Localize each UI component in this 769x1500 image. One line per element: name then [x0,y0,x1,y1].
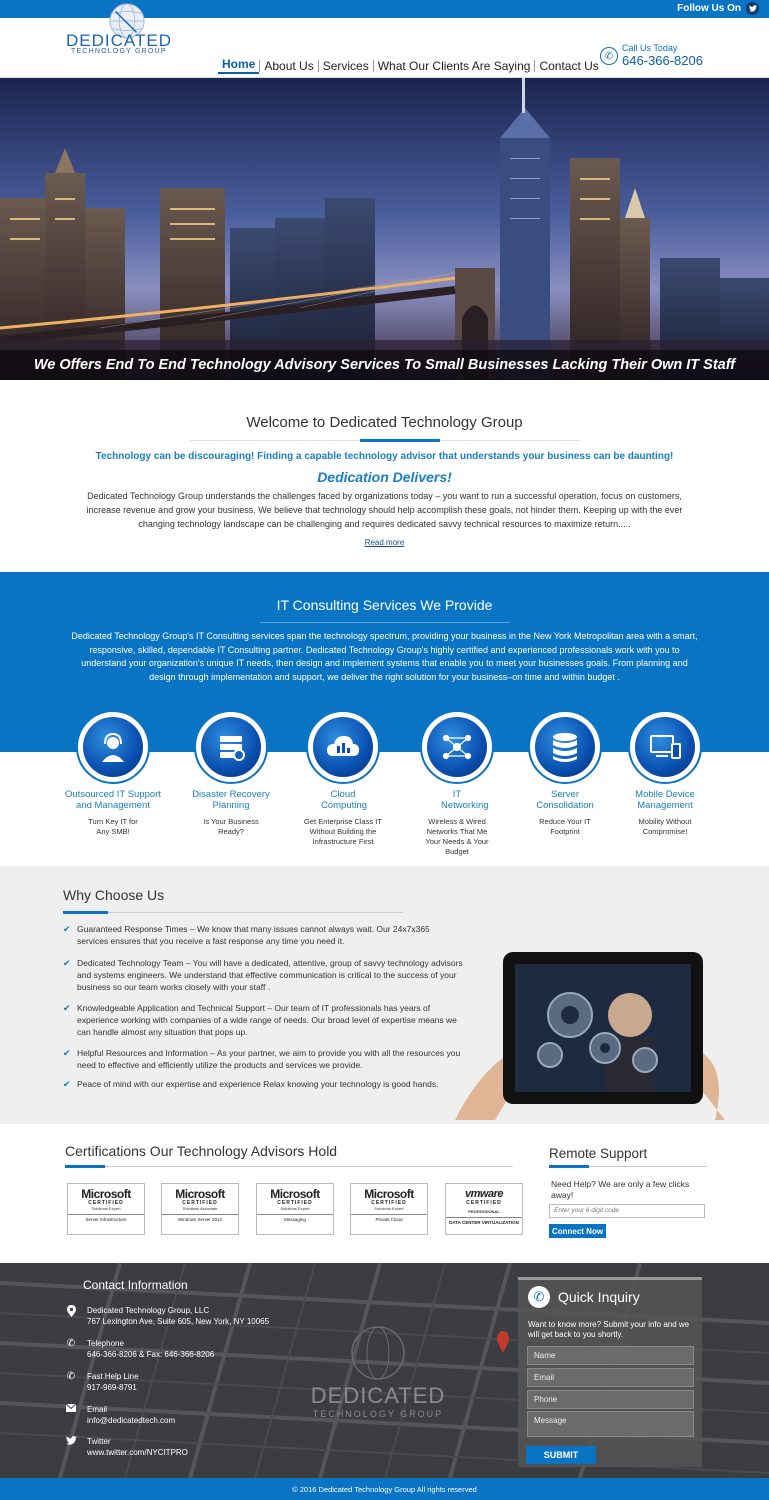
check-icon: ✔ [63,1048,71,1058]
email-icon [66,1404,76,1426]
service-it-networking[interactable] [407,710,507,857]
check-icon: ✔ [63,958,71,968]
phone-field[interactable]: Phone [527,1390,694,1409]
remote-support-text: Need Help? We are only a few clicks away! [551,1179,690,1200]
why-item-text: Knowledgeable Application and Technical Support – Our team of IT professionals has years of experience working with companies of a wide range of needs. Our broad level of expertise means we can handle almost any situation that pops up. [77,1003,457,1037]
service-cloud-computing[interactable] [293,710,393,847]
welcome-divider [190,440,580,441]
contact-line: Twitter [87,1437,111,1446]
why-item [63,923,463,947]
watermark-sub: TECHNOLOGY GROUP [312,1409,444,1419]
service-desc: Turn Key IT for Any SMB! [88,817,138,836]
cert-label: CERTIFIED [88,1200,124,1206]
copyright-bar: © 2016 Dedicated Technology Group All rights reserved [0,1478,769,1500]
tablet-gears-image [455,940,755,1120]
hero-banner [0,78,769,380]
cert-label: CERTIFIED [277,1200,313,1206]
remote-support-divider [549,1166,707,1167]
why-title: Why Choose Us [63,887,165,903]
cert-level: Solutions Expert [280,1206,310,1211]
contact-address [66,1305,306,1327]
welcome-title: Welcome to Dedicated Technology Group [246,414,523,431]
contact-line: Telephone [87,1339,124,1348]
service-title: Server Consolidation [536,789,594,811]
certifications-divider [65,1166,513,1167]
nav-services[interactable]: Services [322,58,369,73]
service-title: Mobile Device Management [635,789,695,811]
service-mobile-device[interactable] [615,710,715,837]
contact-title: Contact Information [83,1278,188,1292]
contact-line: 767 Lexington Ave, Suite 605, New York, NY 10065 [87,1317,270,1326]
cert-detail: DATA CENTER VIRTUALIZATION [446,1217,522,1225]
service-desc: Reduce Your IT Footprint [539,817,591,836]
why-item [63,1078,463,1090]
connect-now-button[interactable]: Connect Now [549,1224,606,1238]
email-field[interactable]: Email [527,1368,694,1387]
cert-detail: Windows Server 2012 [162,1214,238,1222]
headset-support-icon [83,717,143,777]
phone-icon: ✆ [66,1338,76,1349]
why-item-text: Dedicated Technology Team – You will have a dedicated, attentive, group of savvy technology advisors and systems engineers. We understand that effective communication is critical to the success of your business so our team works closely with your staff . [77,958,463,992]
devices-icon [635,717,695,777]
cert-detail: Server Infrastructure [68,1214,144,1222]
certifications-title: Certifications Our Technology Advisors Hold [65,1143,338,1159]
hero-caption: We Offers End To End Technology Advisory Services To Small Businesses Lacking Their Own IT Staff [0,350,769,380]
why-item [63,1002,463,1038]
nav-contact-us[interactable]: Contact Us [539,58,599,73]
remote-support-title: Remote Support [549,1146,648,1161]
check-icon: ✔ [63,1003,71,1013]
contact-help-line [66,1371,306,1393]
server-recovery-icon [201,717,261,777]
service-title: Outsourced IT Support and Management [65,789,161,811]
why-item-text: Helpful Resources and Information – As your partner, we aim to provide you with all the resources you need to effective and efficiently utilize the products and services we provide. [77,1048,461,1070]
nav-home[interactable]: Home [218,57,259,74]
phone-icon: ✆ [66,1371,76,1382]
cert-badge [445,1183,523,1235]
quick-inquiry-title: Quick Inquiry [558,1289,640,1305]
cert-detail: Private Cloud [351,1214,427,1222]
contact-twitter [66,1436,306,1458]
logo-name: DEDICATED [66,31,172,50]
twitter-icon [66,1436,76,1458]
nav-clients[interactable]: What Our Clients Are Saying [377,58,531,73]
contact-telephone [66,1338,306,1360]
contact-email-link[interactable]: info@dedicatedtech.com [87,1416,176,1425]
phone-icon: ✆ [600,47,618,65]
twitter-icon[interactable] [746,2,759,15]
why-item [63,957,463,993]
service-title: Cloud Computing [321,789,367,811]
service-desc: Mobility Without Compromise! [638,817,692,836]
logo[interactable] [66,2,186,70]
watermark-name: DEDICATED [310,1383,446,1408]
service-outsourced-it[interactable] [63,710,163,837]
read-more-link-text[interactable]: Read more [364,538,405,547]
services-body: Dedicated Technology Group's IT Consulting services span the technology spectrum, providing your business in the New York Metropolitan area with a smart, responsive, skilled, dependable IT Consulting partner. Dedicated Technology Group's highly certified and experienced professionals work with you to understand your organization's unique IT needs, then design and implement systems that enable you to meet your businesses goals. From planning and design through implementation and support, we deliver the right solution for your business–on time and within budget . [71,631,698,682]
cert-brand: Microsoft [81,1187,131,1201]
follow-label: Follow Us On [677,3,741,14]
contact-line: 646-366-8206 & Fax: 646-366-8206 [87,1350,215,1359]
cert-label: CERTIFIED [466,1200,502,1206]
service-desc: Wireless & Wired Networks That Me Your Needs & Your Budget [425,817,489,856]
location-pin-icon [66,1305,76,1327]
cert-detail: Messaging [257,1214,333,1222]
call-us[interactable] [600,43,703,68]
call-phone[interactable]: 646-366-8206 [622,53,703,68]
check-icon: ✔ [63,1079,71,1089]
nav-about-us[interactable]: About Us [264,58,314,73]
service-desc: Is Your Business Ready? [203,817,259,836]
cert-badge [256,1183,334,1235]
why-item-text: Guaranteed Response Times – We know that many issues cannot always wait. Our 24x7x365 services ensures that you receive a fast response any time you need it. [77,924,430,946]
logo-subtitle: TECHNOLOGY GROUP [71,48,167,55]
cert-brand: vmware [465,1188,503,1200]
why-item-text: Peace of mind with our expertise and experience Relax knowing your technology is good hands. [77,1079,439,1089]
cert-badge [67,1183,145,1235]
contact-line: Email [87,1405,108,1414]
cert-level: PROFESSIONAL [468,1209,500,1214]
cert-level: Solutions Expert [91,1206,121,1211]
contact-line: Dedicated Technology Group, LLC [87,1306,210,1315]
cert-level: Solutions Associate [182,1206,218,1211]
contact-email [66,1404,306,1426]
service-desc: Get Enterprise Class IT Without Building the Infrastructure First [304,817,382,846]
cert-badge [350,1183,428,1235]
cert-brand: Microsoft [175,1187,225,1201]
call-label: Call Us Today [622,43,678,53]
database-stack-icon [535,717,595,777]
services-title: IT Consulting Services We Provide [276,597,493,613]
service-server-consolidation[interactable] [515,710,615,837]
service-title: IT Networking [441,789,489,811]
cert-level: Solutions Expert [374,1206,404,1211]
services-divider [260,622,510,623]
why-divider [63,912,403,913]
name-field[interactable]: Name [527,1346,694,1365]
submit-button[interactable]: SUBMIT [526,1446,596,1464]
contact-line: 917-969-8791 [87,1383,137,1392]
welcome-headline: Dedication Delivers! [317,469,452,485]
message-field[interactable]: Message [527,1411,694,1437]
read-more-link [0,538,769,547]
welcome-tagline: Technology can be discouraging! Finding a capable technology advisor that understands your business can be daunting! [95,451,674,462]
cert-brand: Microsoft [364,1187,414,1201]
why-item [63,1047,463,1071]
city-skyline-image [0,78,769,380]
network-icon [427,717,487,777]
service-disaster-recovery[interactable] [181,710,281,837]
quick-inquiry-header [528,1286,640,1308]
twitter-link[interactable]: www.twitter.com/NYCITPRO [87,1448,188,1457]
remote-code-input[interactable]: Enter your 6 digit code [549,1204,705,1218]
quick-inquiry-text: Want to know more? Submit your info and we will get back to you shortly. [528,1320,690,1339]
welcome-body: Dedicated Technology Group understands the challenges faced by organizations today – you want to run a successful operation, focus on customers, increase revenue and grow your business. We believe that technology should help accomplish these goals, not hinder them. Keeping up with the ever changing technology landscape can be challenging and requires dedicated savvy technical resources to maximize return..... [86,491,683,529]
contact-line: Fast Help Line [87,1372,139,1381]
cert-label: CERTIFIED [182,1200,218,1206]
map-logo-watermark [292,1383,464,1419]
check-icon: ✔ [63,924,71,934]
follow-us[interactable] [677,2,759,15]
cert-badge [161,1183,239,1235]
cert-brand: Microsoft [270,1187,320,1201]
phone-icon: ✆ [528,1286,550,1308]
cert-label: CERTIFIED [371,1200,407,1206]
cloud-computing-icon [313,717,373,777]
service-title: Disaster Recovery Planning [192,789,270,811]
main-nav [218,57,603,74]
